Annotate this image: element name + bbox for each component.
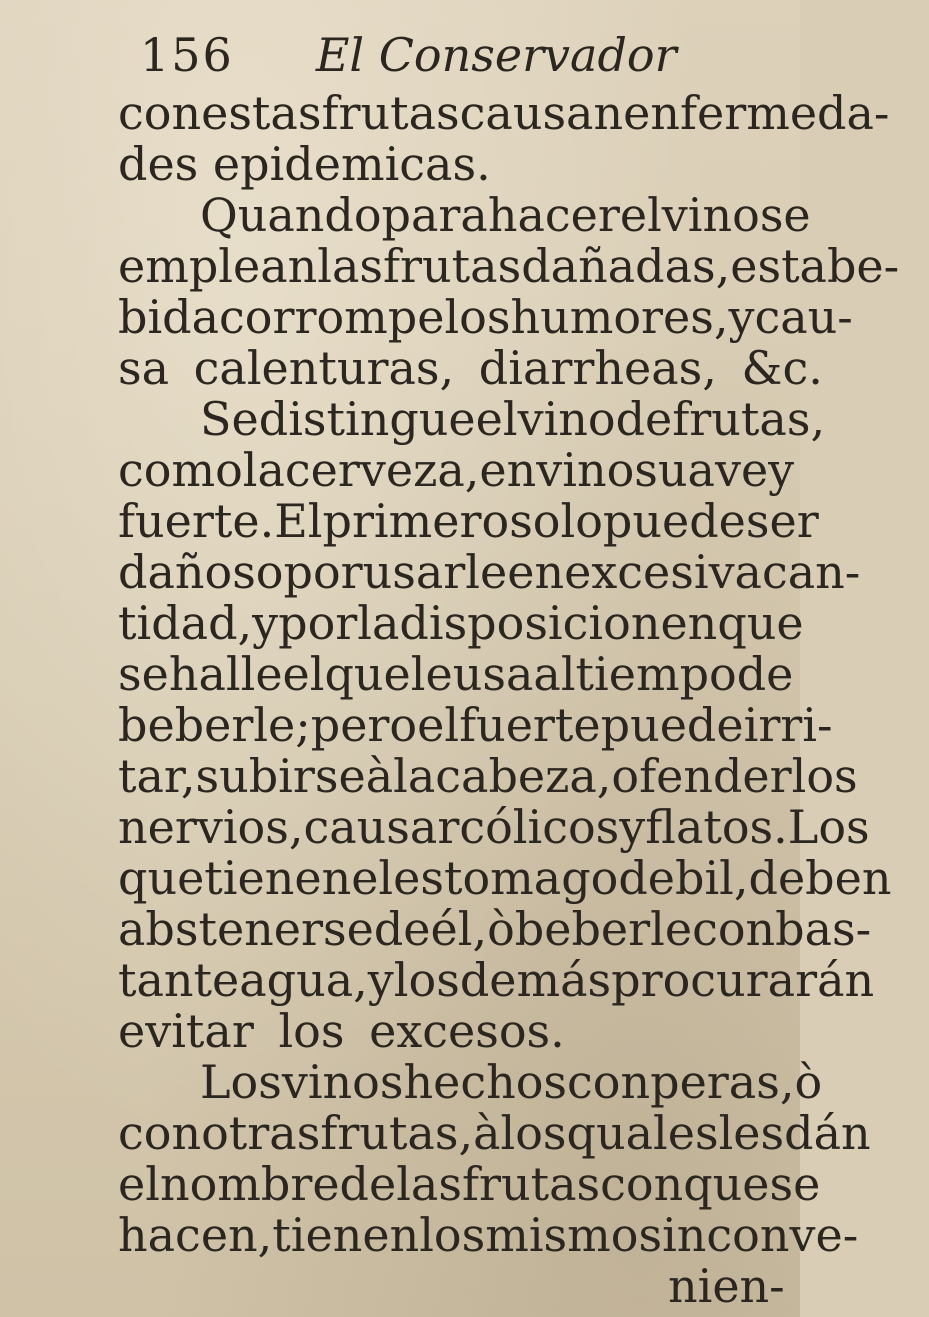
- word: solo: [509, 494, 603, 548]
- word: tar,: [118, 749, 196, 803]
- word: y: [728, 290, 755, 344]
- word: mismos: [485, 1208, 663, 1262]
- word: la: [242, 443, 285, 497]
- word: primero: [322, 494, 510, 548]
- word: otras: [201, 1106, 321, 1160]
- text-line-16: [0, 853, 921, 904]
- word: ofender: [611, 749, 792, 803]
- word: el: [417, 698, 460, 752]
- word: les: [718, 1106, 785, 1160]
- word: irri-: [743, 698, 833, 752]
- word: nombre: [159, 1157, 340, 1211]
- text-line-12: [0, 649, 823, 700]
- word: que: [118, 851, 205, 905]
- word: le: [410, 647, 453, 701]
- word: procurarán: [611, 953, 875, 1007]
- word: causar: [303, 800, 460, 854]
- word: pero: [310, 698, 418, 752]
- word: subirse: [195, 749, 366, 803]
- word: Quando: [200, 188, 382, 242]
- text-line-6: [0, 343, 823, 394]
- word: deben: [748, 851, 892, 905]
- word: el: [475, 392, 518, 446]
- word: y: [768, 443, 795, 497]
- text-line-15: [0, 802, 900, 853]
- word: enfermeda-: [623, 86, 890, 140]
- word: como: [118, 443, 243, 497]
- word: la: [357, 596, 400, 650]
- word: vino: [536, 443, 635, 497]
- text-line-14: [0, 751, 888, 802]
- catchword: nien-: [668, 1259, 785, 1313]
- word: suave: [634, 443, 769, 497]
- word: evitar: [118, 1004, 254, 1058]
- word: con: [118, 86, 202, 140]
- word: de: [373, 902, 431, 956]
- word: de: [339, 1157, 397, 1211]
- word: halle: [168, 647, 283, 701]
- word: disposicion: [399, 596, 661, 650]
- word: se: [118, 647, 169, 701]
- word: los: [419, 1208, 486, 1262]
- word: causan: [459, 86, 624, 140]
- word: quales: [566, 1106, 719, 1160]
- text-line-8: [0, 445, 824, 496]
- word: demás: [459, 953, 612, 1007]
- word: fuerte: [459, 698, 601, 752]
- word: hacen,: [118, 1208, 273, 1262]
- word: hechos: [403, 1055, 568, 1109]
- word: beberle;: [118, 698, 311, 752]
- word: tidad,: [118, 596, 253, 650]
- text-line-7: [0, 394, 855, 445]
- word: ,: [464, 443, 480, 497]
- word: peras,: [650, 1055, 795, 1109]
- text-line-18: [0, 955, 904, 1006]
- word: de: [736, 647, 794, 701]
- word: por: [283, 545, 363, 599]
- word: debil,: [618, 851, 749, 905]
- word: que: [324, 647, 411, 701]
- word: dañoso: [118, 545, 284, 599]
- word: el: [118, 1157, 160, 1211]
- word: be-: [826, 239, 900, 293]
- word: cau-: [754, 290, 853, 344]
- word: con: [118, 1106, 202, 1160]
- word: agua,: [239, 953, 368, 1007]
- word: por: [278, 596, 358, 650]
- text-line-11: [0, 598, 834, 649]
- word: tiempo: [575, 647, 737, 701]
- word: bida: [118, 290, 220, 344]
- word: puede: [602, 494, 746, 548]
- word: él,: [430, 902, 488, 956]
- word: puede: [600, 698, 744, 752]
- text-line-22: [0, 1159, 850, 1210]
- page-number: 156: [140, 28, 234, 82]
- word: en: [479, 443, 537, 497]
- word: vino: [661, 188, 760, 242]
- word: inconve-: [662, 1208, 859, 1262]
- text-line-20: [0, 1057, 852, 1108]
- text-line-17: [0, 904, 901, 955]
- word: &c.: [741, 341, 823, 395]
- word: à: [473, 1106, 501, 1160]
- word: sa: [118, 341, 170, 395]
- word: en: [507, 545, 565, 599]
- word: dán: [784, 1106, 871, 1160]
- text-line-1: [0, 88, 919, 139]
- word: que: [683, 1157, 770, 1211]
- word: dañadas,: [521, 239, 731, 293]
- word: frutas: [461, 1157, 601, 1211]
- word: el: [619, 188, 662, 242]
- word: al: [533, 647, 576, 701]
- word: vinos: [281, 1055, 404, 1109]
- word: frutas,: [672, 392, 826, 446]
- word: y: [367, 953, 394, 1007]
- word: los: [393, 953, 460, 1007]
- word: humores,: [510, 290, 729, 344]
- word: tante: [118, 953, 240, 1007]
- word: para: [381, 188, 488, 242]
- word: bas-: [775, 902, 872, 956]
- running-title: El Conservador: [315, 28, 677, 82]
- word: abstenerse: [118, 902, 374, 956]
- word: en: [660, 596, 718, 650]
- word: cólicos: [459, 800, 620, 854]
- text-line-19: [0, 1006, 565, 1057]
- text-line-4: [0, 241, 929, 292]
- word: se: [769, 1157, 821, 1211]
- word: estas: [201, 86, 322, 140]
- word: de: [615, 392, 673, 446]
- word: cerveza: [284, 443, 465, 497]
- text-line-23: [0, 1210, 928, 1261]
- text-line-5: [0, 292, 883, 343]
- word: esta: [730, 239, 827, 293]
- word: beberle: [514, 902, 693, 956]
- word: los: [500, 1106, 567, 1160]
- word: vino: [517, 392, 616, 446]
- word: el: [351, 851, 394, 905]
- word: con: [600, 1157, 684, 1211]
- text-line-2: [0, 139, 491, 190]
- word: El: [274, 494, 323, 548]
- word: los: [444, 290, 511, 344]
- word: distingue: [258, 392, 476, 446]
- word: ser: [745, 494, 819, 548]
- text-line-21: [0, 1108, 901, 1159]
- word: y: [252, 596, 279, 650]
- word: con: [567, 1055, 651, 1109]
- word: tienen: [272, 1208, 420, 1262]
- word: ò: [794, 1055, 823, 1109]
- word: se: [759, 188, 811, 242]
- word: la: [393, 749, 436, 803]
- word: nervios,: [118, 800, 304, 854]
- word: usarle: [362, 545, 508, 599]
- word: calenturas,: [193, 341, 455, 395]
- word: tienen: [204, 851, 352, 905]
- word: corrompe: [219, 290, 445, 344]
- word: flatos.: [645, 800, 788, 854]
- word: las: [396, 1157, 462, 1211]
- word: frutas: [321, 86, 460, 140]
- word: que: [717, 596, 804, 650]
- word: epidemicas.: [212, 137, 491, 191]
- word: el: [282, 647, 325, 701]
- text-line-13: [0, 700, 863, 751]
- word: cabeza,: [435, 749, 612, 803]
- word: los: [791, 749, 858, 803]
- word: frutas,: [320, 1106, 474, 1160]
- word: excesiva: [564, 545, 762, 599]
- word: con: [692, 902, 776, 956]
- word: estomago: [393, 851, 619, 905]
- text-line-3: [0, 190, 841, 241]
- word: can-: [761, 545, 861, 599]
- word: Los: [787, 800, 870, 854]
- word: y: [619, 800, 646, 854]
- word: los: [278, 1004, 345, 1058]
- text-line-9: [0, 496, 849, 547]
- page-header: [140, 28, 677, 88]
- word: Los: [200, 1055, 282, 1109]
- word: las: [317, 239, 384, 293]
- word: hacer: [487, 188, 620, 242]
- word: à: [365, 749, 394, 803]
- word: frutas: [383, 239, 522, 293]
- word: excesos.: [369, 1004, 565, 1058]
- word: diarrheas,: [478, 341, 717, 395]
- word: Se: [200, 392, 259, 446]
- word: fuerte.: [118, 494, 275, 548]
- word: ò: [487, 902, 515, 956]
- word: des: [118, 137, 199, 191]
- word: emplean: [118, 239, 318, 293]
- text-line-10: [0, 547, 890, 598]
- word: usa: [452, 647, 534, 701]
